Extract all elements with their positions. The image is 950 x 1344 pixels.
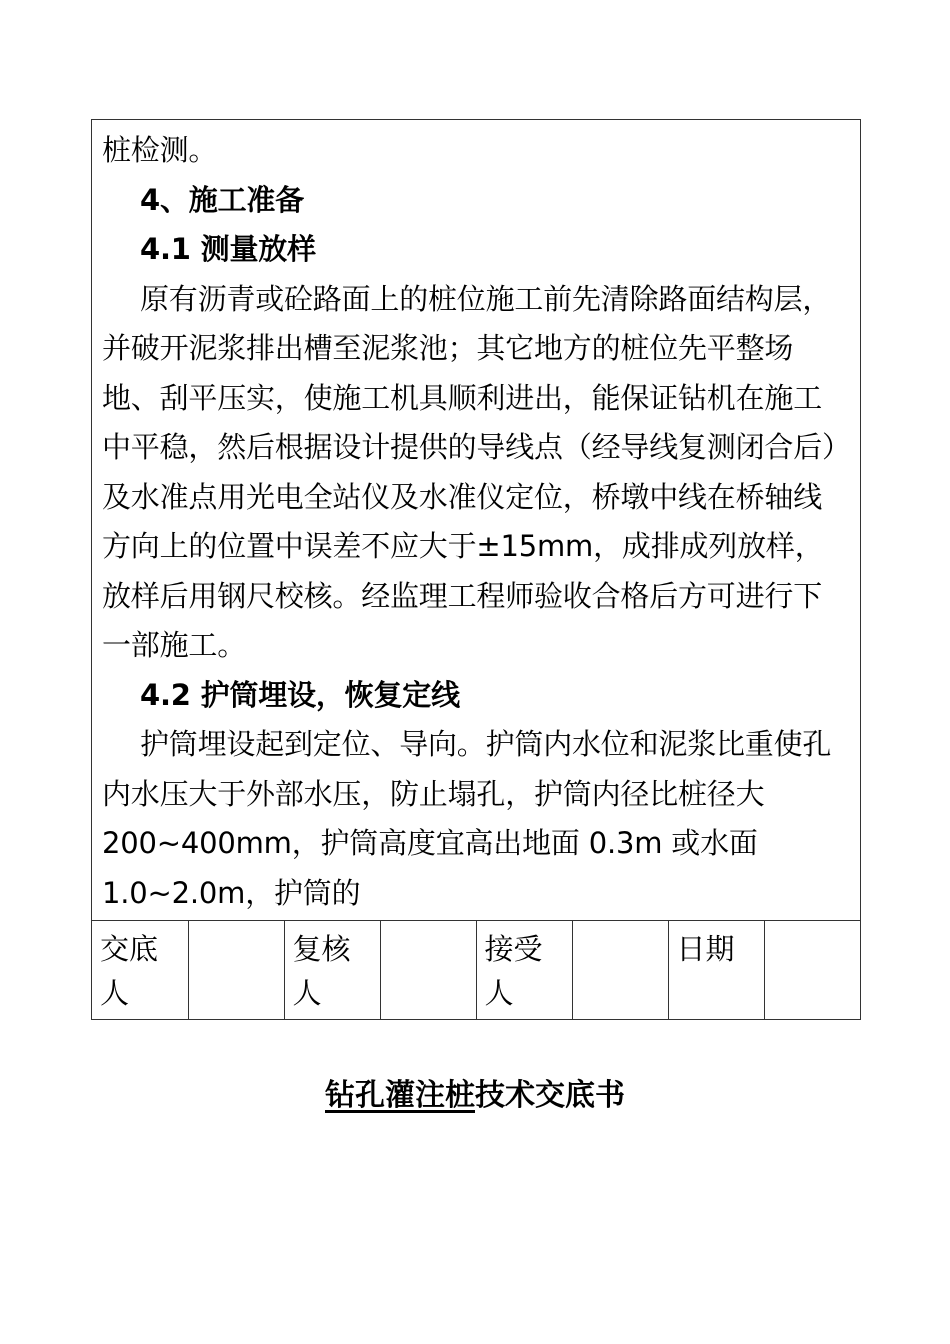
body-text [92,120,860,920]
label-receiver: 接受人 [476,921,572,1019]
value-date [764,921,860,1019]
disclosure-form [91,119,861,1020]
value-disclosure-person [188,921,284,1019]
section-heading-construction-prep: 4、施工准备 [140,182,304,217]
signature-table [92,920,860,1019]
paragraph-casing: 护筒埋设起到定位、导向。护筒内水位和泥浆比重使孔内水压大于外部水压，防止塌孔，护筒内径比桩径大 200~400mm，护筒高度宜高出地面 0.3m 或水面 1.0~2.0m，护筒的 [102,727,832,910]
label-disclosure-person: 交底人 [100,932,159,1010]
value-reviewer [380,921,476,1019]
document-title-rest: 技术交底书 [475,1078,625,1113]
subsection-heading-casing: 4.2 护筒埋设，恢复定线 [140,677,460,712]
label-reviewer: 复核人 [284,921,380,1019]
signature-row [92,921,860,1019]
subsection-heading-survey: 4.1 测量放样 [140,232,316,266]
document-title [0,1074,950,1118]
paragraph-continuation: 桩检测。 [102,133,218,167]
document-title-underlined: 钻孔灌注桩 [325,1078,475,1113]
paragraph-survey: 原有沥青或砼路面上的桩位施工前先清除路面结构层，并破开泥浆排出槽至泥浆池；其它地方的桩位先平整场地、刮平压实，使施工机具顺利进出，能保证钻机在施工中平稳，然后根据设计提供的导线点（经导线复测闭合后）及水准点用光电全站仪及水准仪定位，桥墩中线在桥轴线方向上的位置中误差不应大于±15mm，成排成列放样，放样后用钢尺校核。经监理工程师验收合格后方可进行下一部施工。 [102,281,837,662]
label-date: 日期 [668,921,764,1019]
value-receiver [572,921,668,1019]
